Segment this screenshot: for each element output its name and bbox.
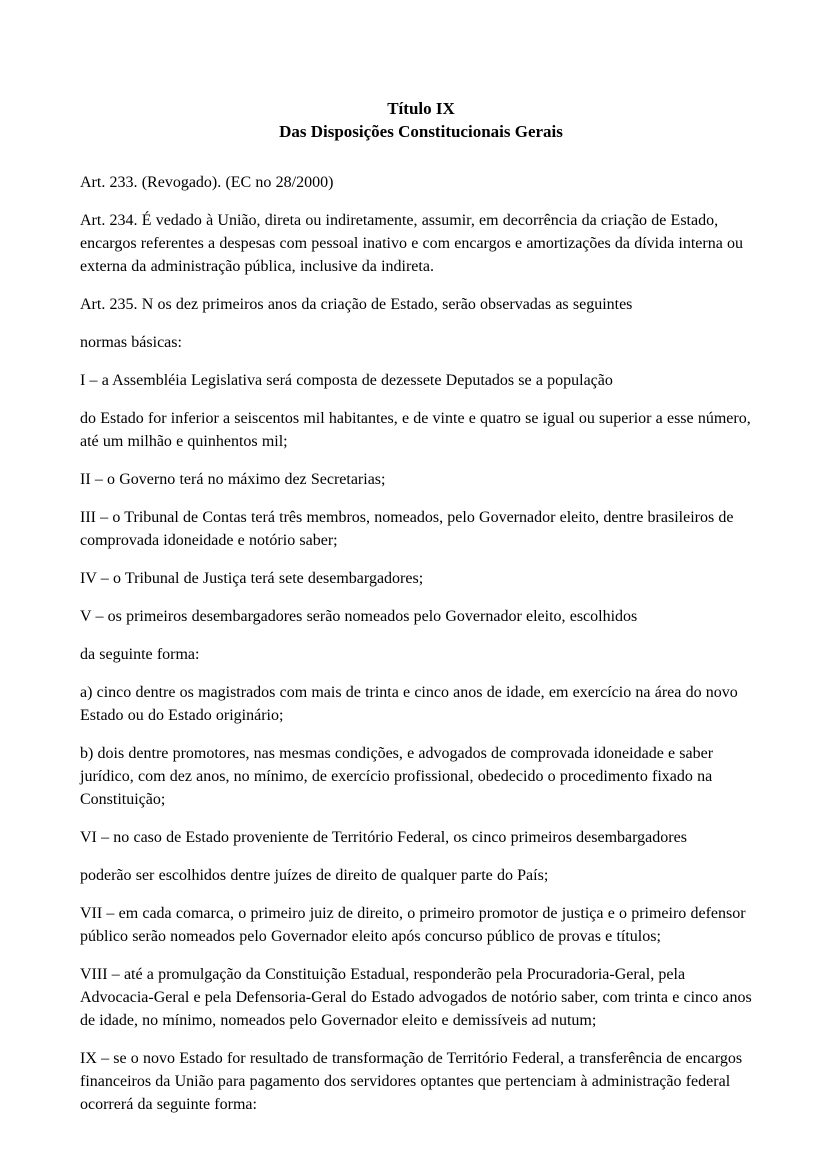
paragraph: II – o Governo terá no máximo dez Secretarias; (80, 471, 386, 488)
paragraph: VII – em cada comarca, o primeiro juiz de direito, o primeiro promotor de justiça e o primeiro defensor público serão nomeados pelo Governador eleito após concurso público de provas e títulos; (80, 905, 746, 945)
document-title-line1: Título IX (387, 99, 455, 118)
paragraph: poderão ser escolhidos dentre juízes de direito de qualquer parte do País; (80, 867, 549, 884)
paragraph: b) dois dentre promotores, nas mesmas condições, e advogados de comprovada idoneidade e saber jurídico, com dez anos, no mínimo, de exercício profissional, obedecido o procedimento fixado na Constituição; (80, 745, 714, 808)
paragraph: IV – o Tribunal de Justiça terá sete desembargadores; (80, 570, 424, 587)
paragraph: normas básicas: (80, 334, 182, 351)
paragraph: VI – no caso de Estado proveniente de Território Federal, os cinco primeiros desembargadores (80, 829, 687, 846)
paragraph: III – o Tribunal de Contas terá três membros, nomeados, pelo Governador eleito, dentre brasileiros de comprovada idoneidade e notório saber; (80, 509, 734, 549)
paragraph: V – os primeiros desembargadores serão nomeados pelo Governador eleito, escolhidos (80, 608, 638, 625)
paragraph: I – a Assembléia Legislativa será composta de dezessete Deputados se a população (80, 372, 613, 389)
document-body (80, 171, 762, 1116)
paragraph: VIII – até a promulgação da Constituição Estadual, responderão pela Procuradoria-Geral, pela Advocacia-Geral e pela Defensoria-Geral do Estado advogados de notório saber, com trinta e cinco anos de idade, no mínimo, nomeados pelo Governador eleito e demissíveis ad nutum; (80, 966, 752, 1029)
paragraph: do Estado for inferior a seiscentos mil habitantes, e de vinte e quatro se igual ou superior a esse número, até um milhão e quinhentos mil; (80, 410, 751, 450)
paragraph: Art. 234. É vedado à União, direta ou indiretamente, assumir, em decorrência da criação de Estado, encargos referentes a despesas com pessoal inativo e com encargos e amortizações da dívida interna ou externa da administração pública, inclusive da indireta. (80, 212, 744, 275)
paragraph: IX – se o novo Estado for resultado de transformação de Território Federal, a transferência de encargos financeiros da União para pagamento dos servidores optantes que pertenciam à administração federal ocorrerá da seguinte forma: (80, 1050, 743, 1113)
document-title (80, 97, 762, 143)
paragraph: a) cinco dentre os magistrados com mais de trinta e cinco anos de idade, em exercício na área do novo Estado ou do Estado originário; (80, 684, 738, 724)
paragraph: Art. 235. N os dez primeiros anos da criação de Estado, serão observadas as seguintes (80, 296, 633, 313)
paragraph: da seguinte forma: (80, 646, 200, 663)
document-title-line2: Das Disposições Constitucionais Gerais (279, 122, 563, 141)
paragraph: Art. 233. (Revogado). (EC no 28/2000) (80, 174, 334, 191)
